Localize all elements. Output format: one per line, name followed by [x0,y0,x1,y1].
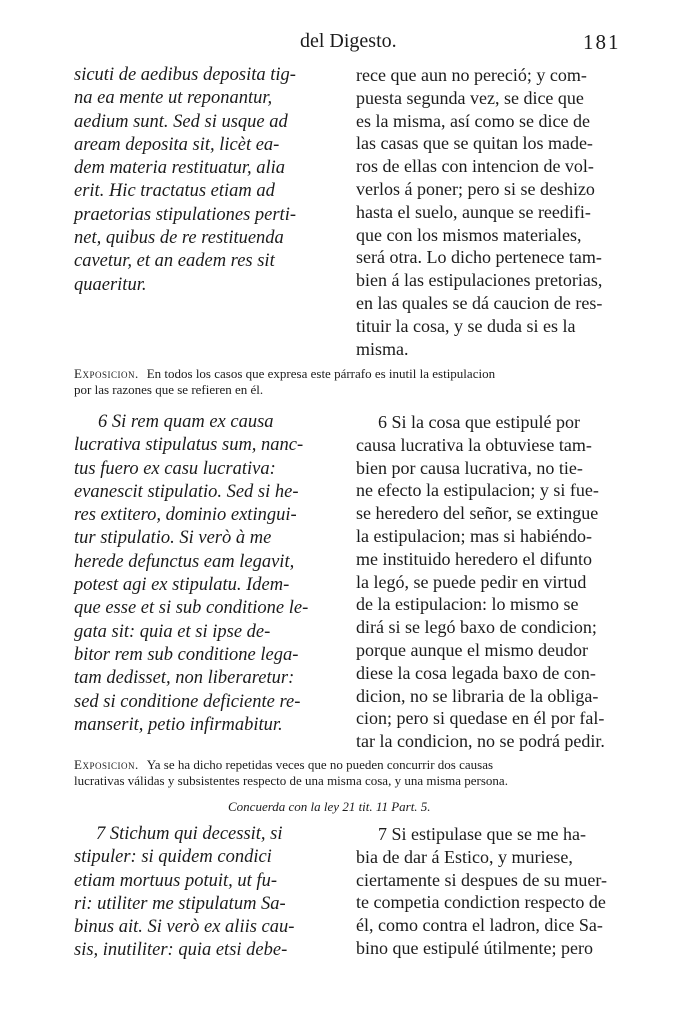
latin-line: stipuler: si quidem condici [74,847,272,868]
latin-line: tur stipulatio. Si verò à me [74,528,272,549]
spanish-line: es la misma, así como se dice de [356,110,590,131]
latin-line: net, quibus de re restituenda [74,228,284,249]
latin-line: tam dedisset, non liberaretur: [74,668,295,689]
spanish-line: ciertamente si despues de su muer- [356,869,608,890]
spanish-line: causa lucrativa la obtuviese tam- [356,434,592,455]
exposicion-text-line: lucrativas válidas y subsistentes respecto de una misma cosa, y una misma persona. [74,773,508,788]
latin-line: etiam mortuus potuit, ut fu- [74,870,277,891]
spanish-line: será otra. Lo dicho pertenece tam- [356,247,602,268]
spanish-line: se heredero del señor, se extingue [356,503,599,524]
latin-line: gata sit: quia et si ipse de- [74,621,271,642]
spanish-line: dirá si se legó baxo de condicion; [356,617,597,638]
exposicion-text-line: por las razones que se refieren en él. [74,382,264,397]
latin-line: aream deposita sit, licèt ea- [74,134,280,155]
latin-line: que esse et si sub conditione le- [74,598,309,619]
spanish-line: diese la cosa legada baxo de con- [356,662,596,683]
latin-column-block-2 [74,411,339,737]
latin-line: quaeritur. [74,274,147,295]
latin-line: sed si conditione deficiente re- [74,691,301,712]
spanish-line: misma. [356,338,409,359]
spanish-line: puesta segunda vez, se dice que [356,87,584,108]
spanish-line: verlos á poner; pero si se deshizo [356,178,595,199]
spanish-line: ne efecto la estipulacion; y si fue- [356,480,599,501]
latin-column-block-3 [74,823,339,963]
exposicion-text-line: Ya se ha dicho repetidas veces que no pueden concurrir dos causas [146,757,494,772]
spanish-column-block-3 [356,823,621,960]
latin-line: manserit, petio infirmabitur. [74,714,283,735]
exposicion-label: Exposicion. [74,757,139,772]
exposicion-note-2 [74,757,624,789]
latin-line: evanescit stipulatio. Sed si he- [74,481,299,502]
spanish-line: bien por causa lucrativa, no tie- [356,457,583,478]
spanish-line: rece que aun no pereció; y com- [356,65,587,85]
spanish-line: que con los mismos materiales, [356,224,582,245]
spanish-line: cion; pero si quedase en él por fal- [356,708,605,729]
spanish-line: de la estipulacion: lo mismo se [356,594,579,615]
latin-line: lucrativa stipulatus sum, nanc- [74,435,304,456]
latin-line: praetorias stipulationes perti- [74,204,296,225]
exposicion-note-1 [74,366,624,398]
spanish-line: porque aunque el mismo deudor [356,639,588,660]
latin-line: cavetur, et an eadem res sit [74,251,275,272]
spanish-line: ros de ellas con intencion de vol- [356,156,594,177]
latin-line: tus fuero ex casu lucrativa: [74,458,276,479]
spanish-line: 7 Si estipulase que se me ha- [378,824,586,844]
latin-line: bitor rem sub conditione lega- [74,644,299,665]
running-title: del Digesto. [300,30,397,52]
page-number: 181 [583,30,621,54]
exposicion-label: Exposicion. [74,366,139,381]
spanish-line: él, como contra el ladron, dice Sa- [356,915,603,936]
latin-line: ri: utiliter me stipulatum Sa- [74,893,286,914]
spanish-line: tituir la cosa, y se duda si es la [356,315,576,336]
spanish-line: la estipulacion; mas si habiéndo- [356,525,592,546]
latin-line: sicuti de aedibus deposita tig- [74,65,296,85]
spanish-line: bien á las estipulaciones pretorias, [356,270,603,291]
spanish-line: tar la condicion, no se podrá pedir. [356,731,605,752]
page-header [0,30,682,60]
spanish-line: te competia condiction respecto de [356,892,606,913]
latin-line: na ea mente ut reponantur, [74,88,273,109]
latin-line: binus ait. Si verò ex aliis cau- [74,917,295,938]
exposicion-text-line: En todos los casos que expresa este párrafo es inutil la estipulacion [146,366,496,381]
concuerda-reference: Concuerda con la ley 21 tit. 11 Part. 5. [228,799,431,814]
latin-line: dem materia restituatur, alia [74,158,286,179]
spanish-line: 6 Si la cosa que estipulé por [378,412,580,432]
latin-line: erit. Hic tractatus etiam ad [74,181,275,202]
spanish-column-block-1 [356,64,621,360]
spanish-line: la legó, se puede pedir en virtud [356,571,587,592]
latin-line: potest agi ex stipulatu. Idem- [74,575,290,596]
latin-line: herede defunctus eam legavit, [74,551,295,572]
latin-line: 6 Si rem quam ex causa [98,412,274,432]
spanish-column-block-2 [356,411,621,753]
spanish-line: en las quales se dá caucion de res- [356,292,603,313]
latin-line: 7 Stichum qui decessit, si [96,824,283,844]
spanish-line: hasta el suelo, aunque se reedifi- [356,201,591,222]
spanish-line: dicion, no se libraria de la obliga- [356,685,599,706]
spanish-line: bia de dar á Estico, y muriese, [356,846,573,867]
latin-line: sis, inutiliter: quia etsi debe- [74,940,288,961]
latin-line: res extitero, dominio extingui- [74,505,297,526]
latin-column-block-1 [74,64,339,297]
spanish-line: me instituido heredero el difunto [356,548,592,569]
latin-line: aedium sunt. Sed si usque ad [74,111,288,132]
spanish-line: bino que estipulé útilmente; pero [356,937,593,958]
spanish-line: las casas que se quitan los made- [356,133,593,154]
